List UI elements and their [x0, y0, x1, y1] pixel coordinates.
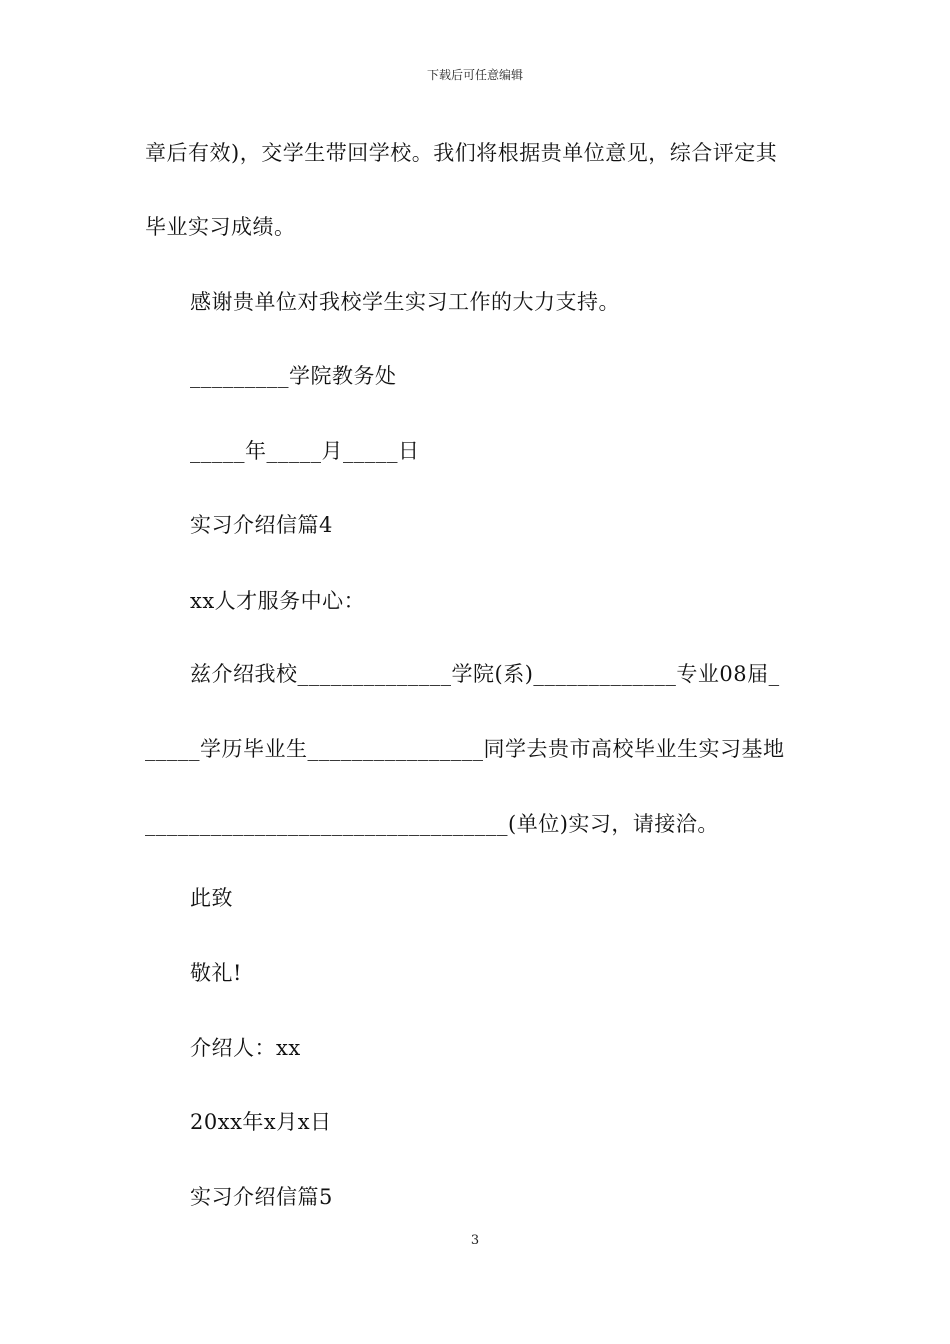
- paragraph-line: 毕业实习成绩。: [145, 215, 296, 239]
- paragraph-line: _____学历毕业生________________同学去贵市高校毕业生实习基地: [145, 737, 785, 761]
- date-line: 20xx年x月x日: [190, 1110, 332, 1134]
- page-header: 下载后可任意编辑: [426, 68, 523, 82]
- section-title: 实习介绍信篇5: [190, 1185, 333, 1209]
- introducer-line: 介绍人：xx: [190, 1036, 301, 1060]
- paragraph-line: 感谢贵单位对我校学生实习工作的大力支持。: [190, 290, 620, 314]
- closing-line: 此致: [190, 886, 233, 910]
- page-number: 3: [470, 1233, 480, 1248]
- letter-salutation: xx人才服务中心：: [190, 589, 366, 613]
- paragraph-line: _________________________________(单位)实习，请接洽。: [145, 812, 719, 836]
- section-title: 实习介绍信篇4: [190, 513, 333, 537]
- closing-line: 敬礼!: [190, 961, 242, 985]
- paragraph-line: 章后有效)，交学生带回学校。我们将根据贵单位意见，综合评定其: [145, 141, 778, 165]
- date-line: _____年_____月_____日: [190, 439, 420, 463]
- signature-office: _________学院教务处: [190, 364, 397, 388]
- paragraph-line: 兹介绍我校______________学院(系)_____________专业08届_: [190, 662, 780, 686]
